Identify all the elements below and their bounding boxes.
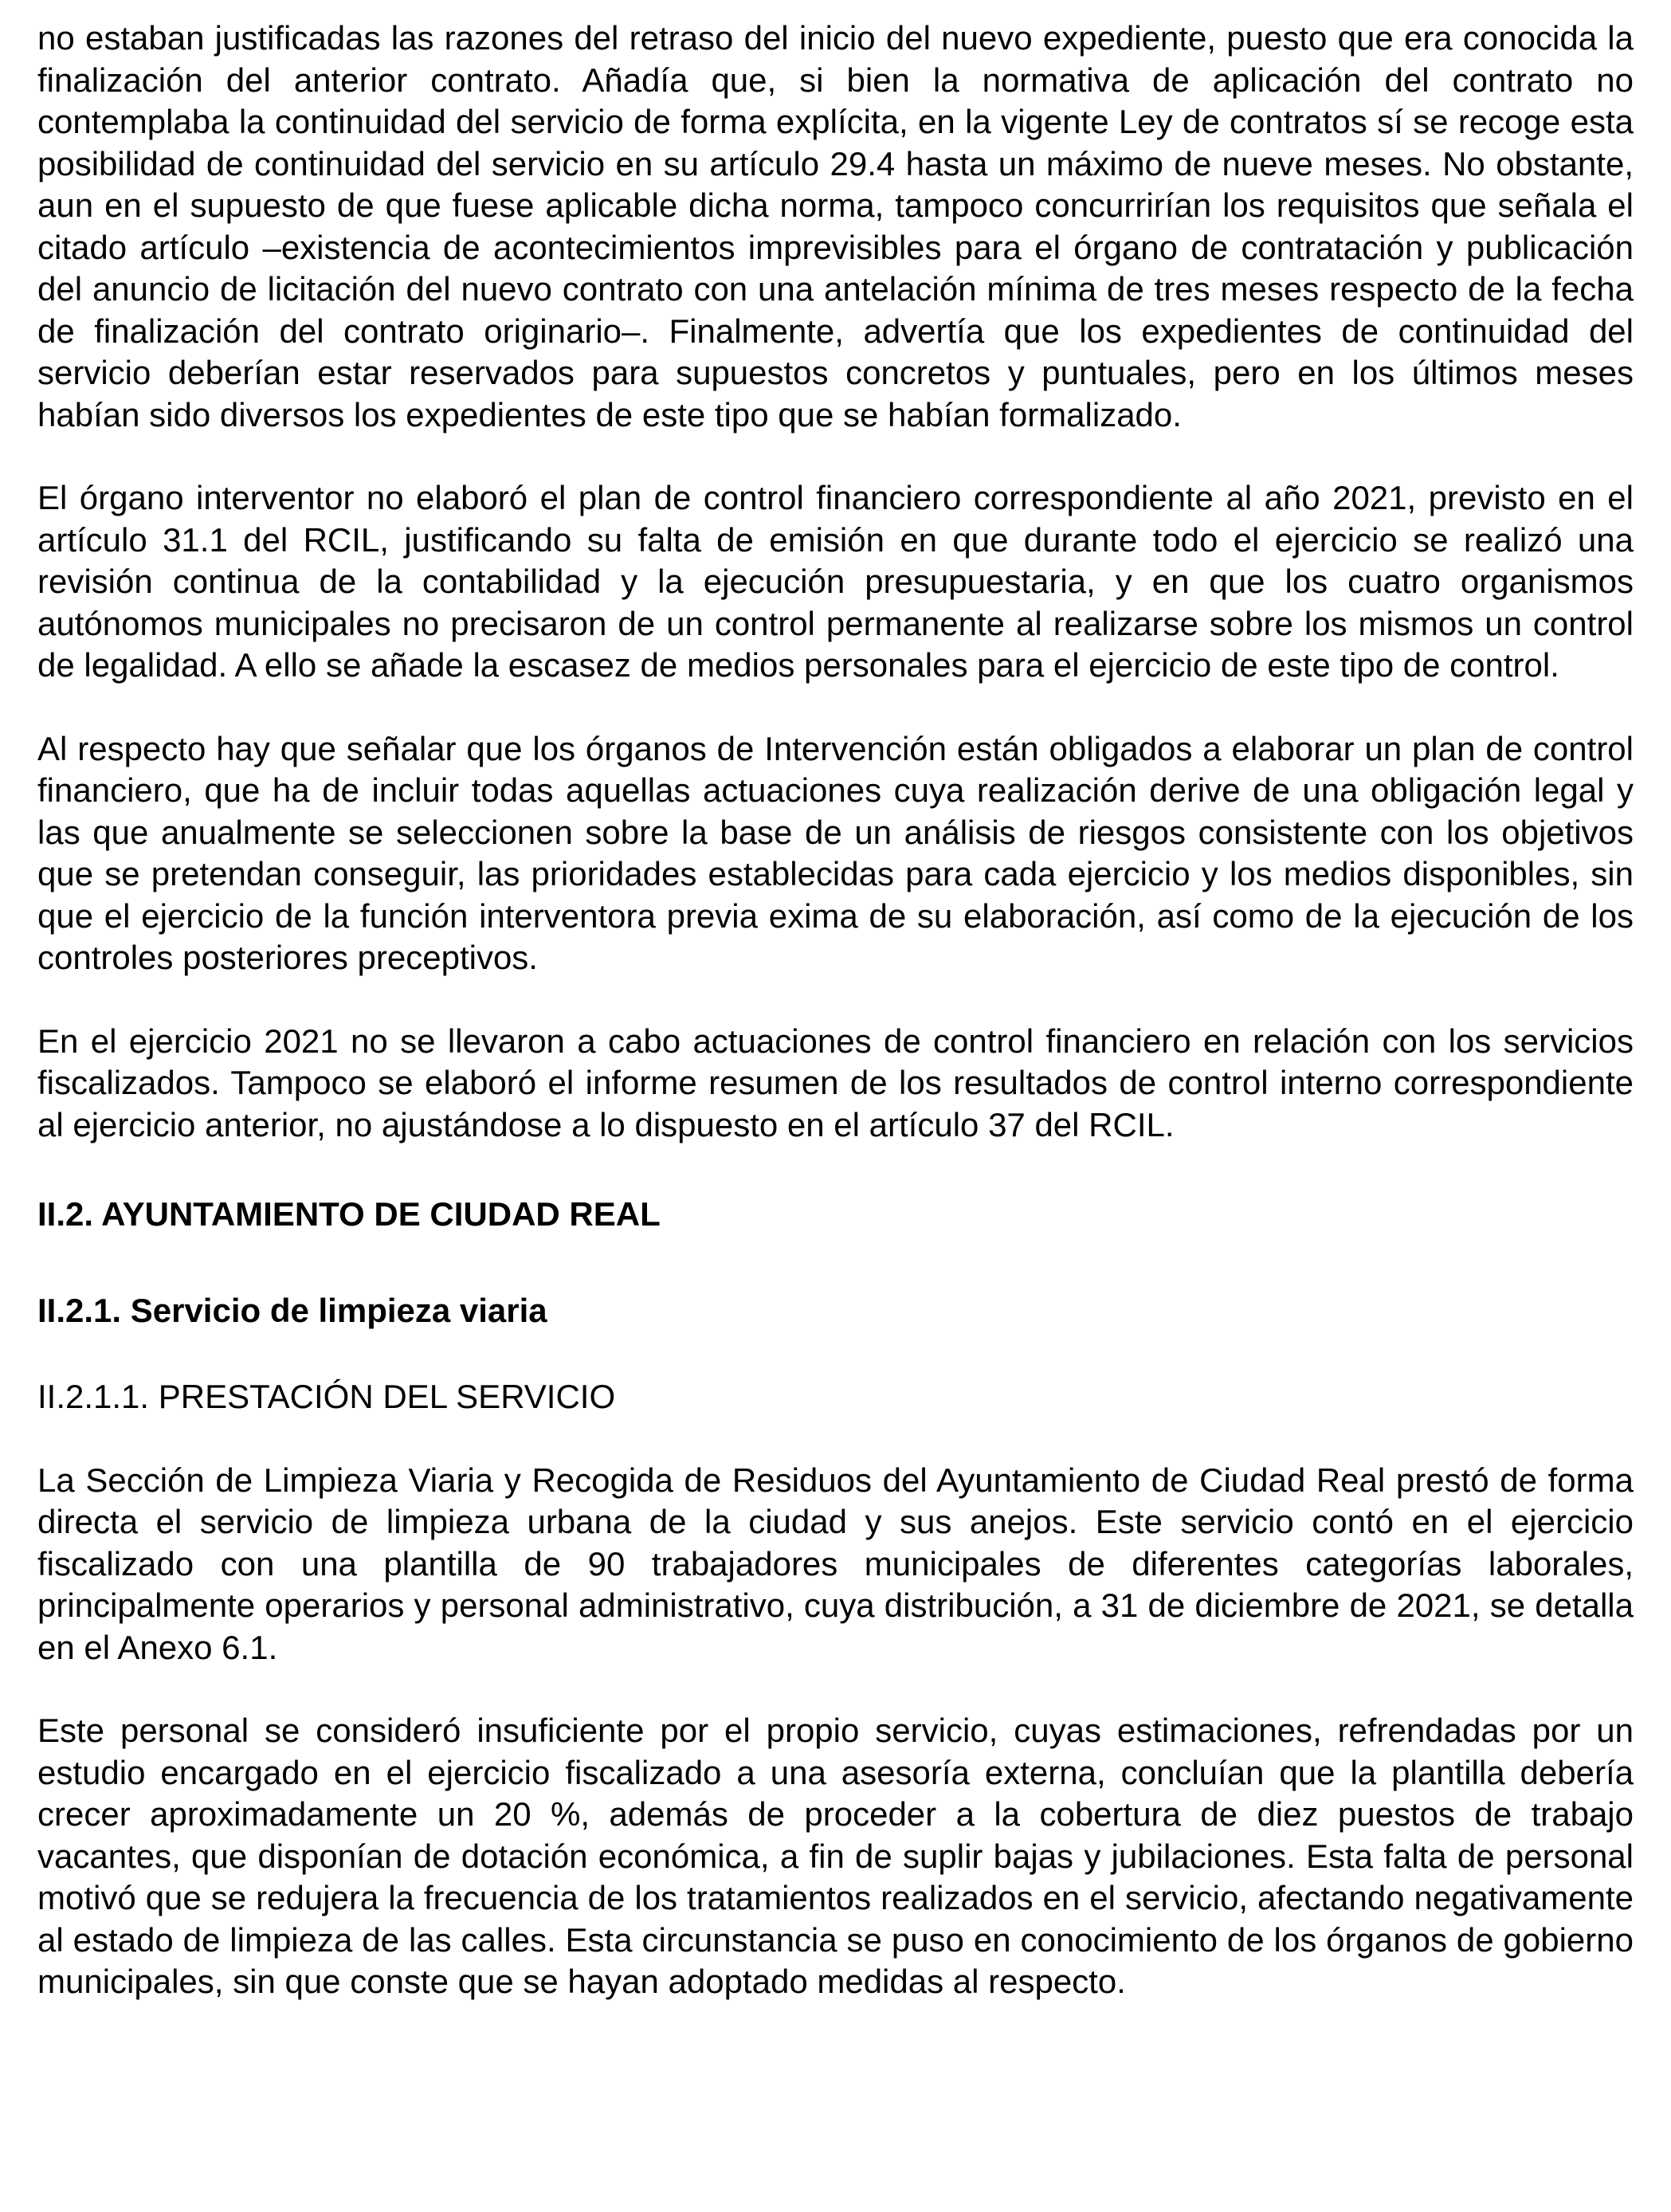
- subsubsection-heading: II.2.1.1. PRESTACIÓN DEL SERVICIO: [37, 1378, 616, 1415]
- section-heading: II.2. AYUNTAMIENTO DE CIUDAD REAL: [37, 1195, 661, 1233]
- subsection-heading: II.2.1. Servicio de limpieza viaria: [37, 1291, 547, 1329]
- paragraph-obligacion-intervencion: Al respecto hay que señalar que los órganos de Intervención están obligados a elaborar un plan de control financiero, que ha de incluir todas aquellas actuaciones cuya realización derive de una obligación legal y las que anualmente se seleccionen sobre la base de un análisis de riesgos consistente con los objetivos que se pretendan conseguir, las prioridades establecidas para cada ejercicio y los medios disponibles, sin que el ejercicio de la función interventora previa exima de su elaboración, así como de la ejecución de los controles posteriores preceptivos.: [37, 729, 1634, 976]
- document-page: [37, 18, 1634, 2003]
- paragraph-continuidad-servicio: no estaban justificadas las razones del retraso del inicio del nuevo expediente, puesto que era conocida la finalización del anterior contrato. Añadía que, si bien la normativa de aplicación del contrato no contemplaba la continuidad del servicio de forma explícita, en la vigente Ley de contratos sí se recoge esta posibilidad de continuidad del servicio en su artículo 29.4 hasta un máximo de nueve meses. No obstante, aun en el supuesto de que fuese aplicable dicha norma, tampoco concurrirían los requisitos que señala el citado artículo –existencia de acontecimientos imprevisibles para el órgano de contratación y publicación del anuncio de licitación del nuevo contrato con una antelación mínima de tres meses respecto de la fecha de finalización del contrato originario–. Finalmente, advertía que los expedientes de continuidad del servicio deberían estar reservados para supuestos concretos y puntuales, pero en los últimos meses habían sido diversos los expedientes de este tipo que se habían formalizado.: [37, 19, 1634, 433]
- paragraph-seccion-limpieza: La Sección de Limpieza Viaria y Recogida de Residuos del Ayuntamiento de Ciudad Real prestó de forma directa el servicio de limpieza urbana de la ciudad y sus anejos. Este servicio contó en el ejercicio fiscalizado con una plantilla de 90 trabajadores municipales de diferentes categorías laborales, principalmente operarios y personal administrativo, cuya distribución, a 31 de diciembre de 2021, se detalla en el Anexo 6.1.: [37, 1461, 1634, 1666]
- paragraph-ejercicio-2021: En el ejercicio 2021 no se llevaron a cabo actuaciones de control financiero en relación con los servicios fiscalizados. Tampoco se elaboró el informe resumen de los resultados de control interno correspondiente al ejercicio anterior, no ajustándose a lo dispuesto en el artículo 37 del RCIL.: [37, 1022, 1634, 1143]
- paragraph-personal-insuficiente: Este personal se consideró insuficiente por el propio servicio, cuyas estimaciones, refrendadas por un estudio encargado en el ejercicio fiscalizado a una asesoría externa, concluían que la plantilla debería crecer aproximadamente un 20 %, además de proceder a la cobertura de diez puestos de trabajo vacantes, que disponían de dotación económica, a fin de suplir bajas y jubilaciones. Esta falta de personal motivó que se redujera la frecuencia de los tratamientos realizados en el servicio, afectando negativamente al estado de limpieza de las calles. Esta circunstancia se puso en conocimiento de los órganos de gobierno municipales, sin que conste que se hayan adoptado medidas al respecto.: [37, 1712, 1634, 2000]
- paragraph-plan-control-financiero: El órgano interventor no elaboró el plan de control financiero correspondiente al año 2021, previsto en el artículo 31.1 del RCIL, justificando su falta de emisión en que durante todo el ejercicio se realizó una revisión continua de la contabilidad y la ejecución presupuestaria, y en que los cuatro organismos autónomos municipales no precisaron de un control permanente al realizarse sobre los mismos un control de legalidad. A ello se añade la escasez de medios personales para el ejercicio de este tipo de control.: [37, 479, 1634, 684]
